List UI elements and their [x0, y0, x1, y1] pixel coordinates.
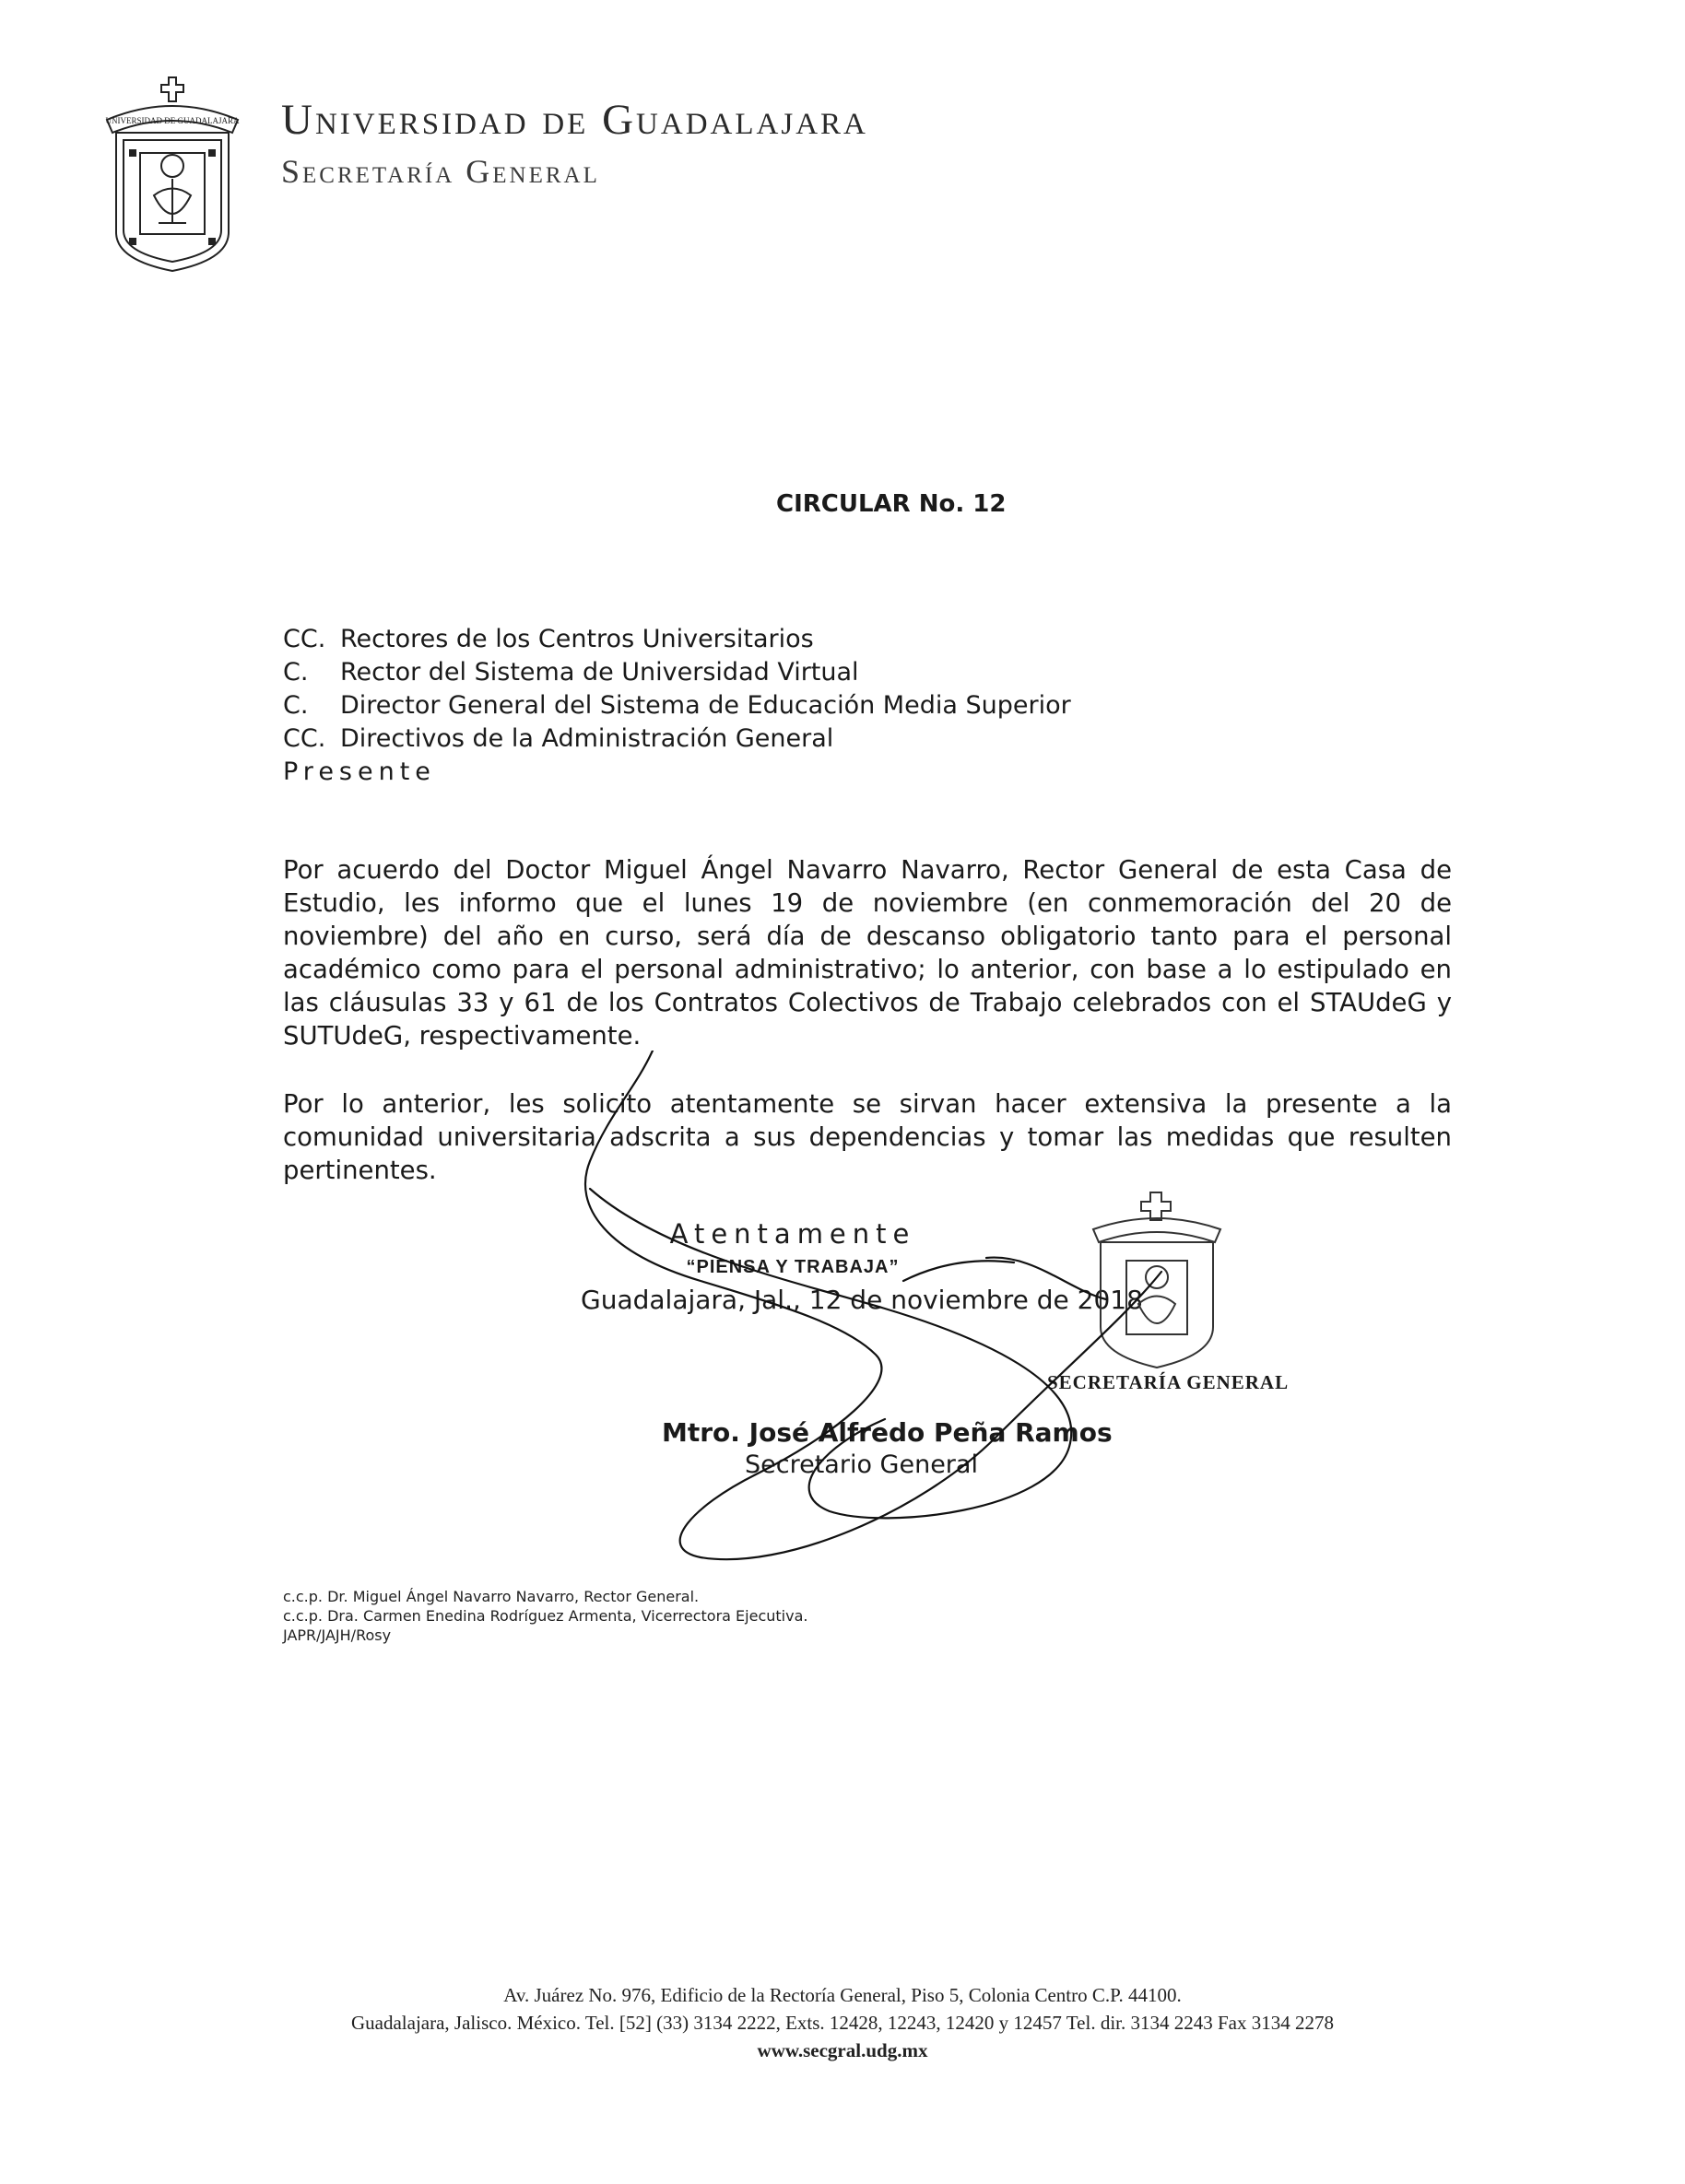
- signer-title: Secretario General: [745, 1450, 978, 1479]
- official-stamp: [1088, 1189, 1226, 1373]
- closing-motto: “PIENSA Y TRABAJA”: [686, 1257, 900, 1277]
- stamp-label: SECRETARÍA GENERAL: [1047, 1371, 1290, 1393]
- body-paragraph: Por lo anterior, les solicito atentamente se sirvan hacer extensiva la presente a la comunidad universitaria adscrita a sus dependencias y tomar las medidas que resulten pertinentes.: [283, 1089, 1452, 1185]
- letterhead-footer: [0, 1981, 1685, 2064]
- initials-line: JAPR/JAJH/Rosy: [283, 1626, 392, 1644]
- addressee-line: [283, 722, 1071, 756]
- footer-website-link[interactable]: www.secgral.udg.mx: [757, 2039, 928, 2061]
- addressee-prefix: CC.: [283, 625, 326, 653]
- addressee-line: [283, 623, 1071, 656]
- circular-title: CIRCULAR No. 12: [776, 490, 1007, 518]
- addressee-text: Rectores de los Centros Universitarios: [340, 625, 814, 653]
- addressee-line: [283, 656, 1071, 689]
- cc-notes: [283, 1587, 807, 1645]
- cc-line: c.c.p. Dra. Carmen Enedina Rodríguez Armenta, Vicerrectora Ejecutiva.: [283, 1607, 808, 1625]
- addressee-prefix: C.: [283, 658, 309, 687]
- footer-contact: Guadalajara, Jalisco. México. Tel. [52] (33) 3134 2222, Exts. 12428, 12243, 12420 y 12457 Tel. dir. 3134 2243 Fax 3134 2278: [351, 2012, 1334, 2034]
- presente-salutation: Presente: [283, 757, 436, 786]
- addressee-text: Directivos de la Administración General: [340, 724, 834, 753]
- addressee-text: Director General del Sistema de Educación Media Superior: [340, 691, 1071, 720]
- addressee-text: Rector del Sistema de Universidad Virtual: [340, 658, 859, 687]
- cc-line: c.c.p. Dr. Miguel Ángel Navarro Navarro, Rector General.: [283, 1588, 700, 1605]
- addressee-prefix: C.: [283, 691, 309, 720]
- place-date: Guadalajara, Jal., 12 de noviembre de 2018: [581, 1285, 1143, 1315]
- university-name: Universidad de Guadalajara: [281, 96, 868, 144]
- university-crest-logo: [103, 76, 242, 274]
- footer-address: Av. Juárez No. 976, Edificio de la Rectoría General, Piso 5, Colonia Centro C.P. 44100.: [503, 1984, 1182, 2006]
- crest-banner-text: UNIVERSIDAD DE GUADALAJARA: [105, 116, 240, 125]
- office-name: Secretaría General: [281, 153, 600, 190]
- body-paragraph: Por acuerdo del Doctor Miguel Ángel Navarro Navarro, Rector General de esta Casa de Estudio, les informo que el lunes 19 de noviembre (en conmemoración del 20 de noviembre) del año en curso, será día de descanso obligatorio tanto para el personal académico como para el personal administrativo; lo anterior, con base a lo estipulado en las cláusulas 33 y 61 de los Contratos Colectivos de Trabajo celebrados con el STAUdeG y SUTUdeG, respectivamente.: [283, 855, 1452, 1051]
- addressee-line: [283, 689, 1071, 722]
- addressee-prefix: CC.: [283, 724, 326, 753]
- signer-name: Mtro. José Alfredo Peña Ramos: [662, 1417, 1113, 1448]
- addressee-list: [283, 623, 1071, 789]
- closing-atentamente: Atentamente: [669, 1218, 916, 1250]
